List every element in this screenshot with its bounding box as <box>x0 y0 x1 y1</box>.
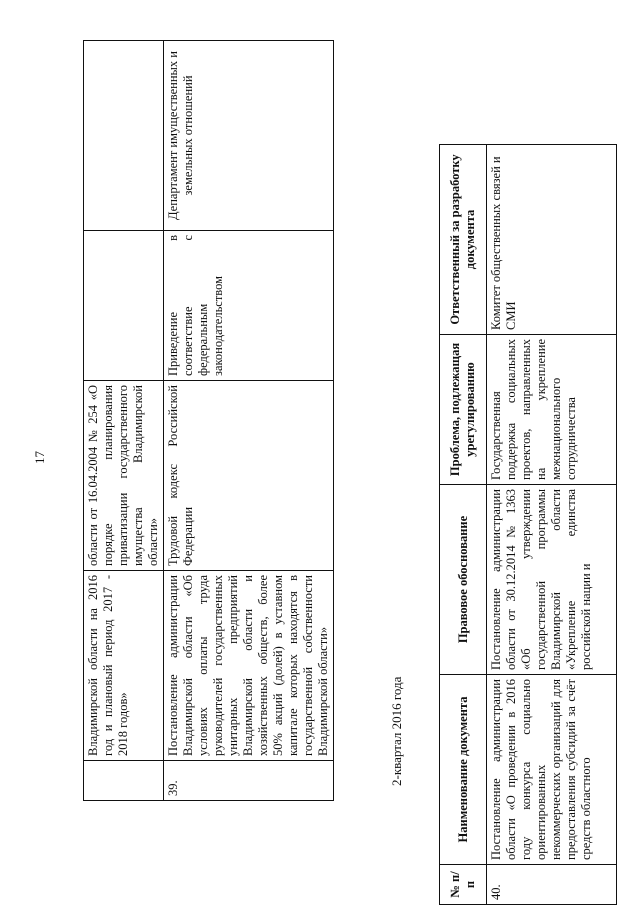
problem-cell: Государственная поддержка социальных проектов, направленных на укрепление межнационального сотрудничества <box>487 335 617 485</box>
responsible-cell: Департамент имущественных и земельных отношений <box>164 41 334 231</box>
document-name-cell: Владимирской области на 2016 год и плановый период 2017 - 2018 годов» <box>84 571 164 761</box>
page-number: 17 <box>32 451 47 464</box>
responsible-cell <box>84 41 164 231</box>
document-name-cell: Постановление администрации области «О проведении в 2016 году конкурса социально ориентированных некоммерческих организаций для предоставления субсидий за счёт средств областного <box>487 675 617 865</box>
legal-basis-cell: области от 16.04.2004 № 254 «О порядке планирования приватизации государственного имущества Владимирской области» <box>84 381 164 571</box>
table-row <box>487 145 617 905</box>
section-title: 2-квартал 2016 года <box>389 676 404 786</box>
table-header-row <box>440 145 487 905</box>
problem-cell: Приведение в соответствие с федеральным законодательством <box>164 231 334 381</box>
row-number <box>84 761 164 801</box>
header-document-name: Наименование документа <box>440 675 487 865</box>
plan-table-continued <box>83 40 334 801</box>
header-legal-basis: Правовое обоснование <box>440 485 487 675</box>
document-name-cell: Постановление администрации Владимирской области «Об условиях оплаты труда руководителей государственных унитарных предприятий Владимирской области и хозяйственных обществ, более 50% акций (долей) в уставном капитале которых находятся в государственной собственности Владимирской области» <box>164 571 334 761</box>
problem-cell <box>84 231 164 381</box>
row-number: 40. <box>487 865 617 905</box>
table-row <box>84 41 164 801</box>
plan-table-q2 <box>439 144 617 905</box>
row-number: 39. <box>164 761 334 801</box>
header-number: № п/п <box>440 865 487 905</box>
legal-basis-cell: Трудовой кодекс Российской Федерации <box>164 381 334 571</box>
responsible-cell: Комитет общественных связей и СМИ <box>487 145 617 335</box>
table-row <box>164 41 334 801</box>
header-problem: Проблема, подлежащая урегулированию <box>440 335 487 485</box>
header-responsible: Ответственный за разработку документа <box>440 145 487 335</box>
legal-basis-cell: Постановление администрации области от 30.12.2014 № 1363 «Об утверждении государственной программы Владимирской области «Укрепление единства российской нации и <box>487 485 617 675</box>
